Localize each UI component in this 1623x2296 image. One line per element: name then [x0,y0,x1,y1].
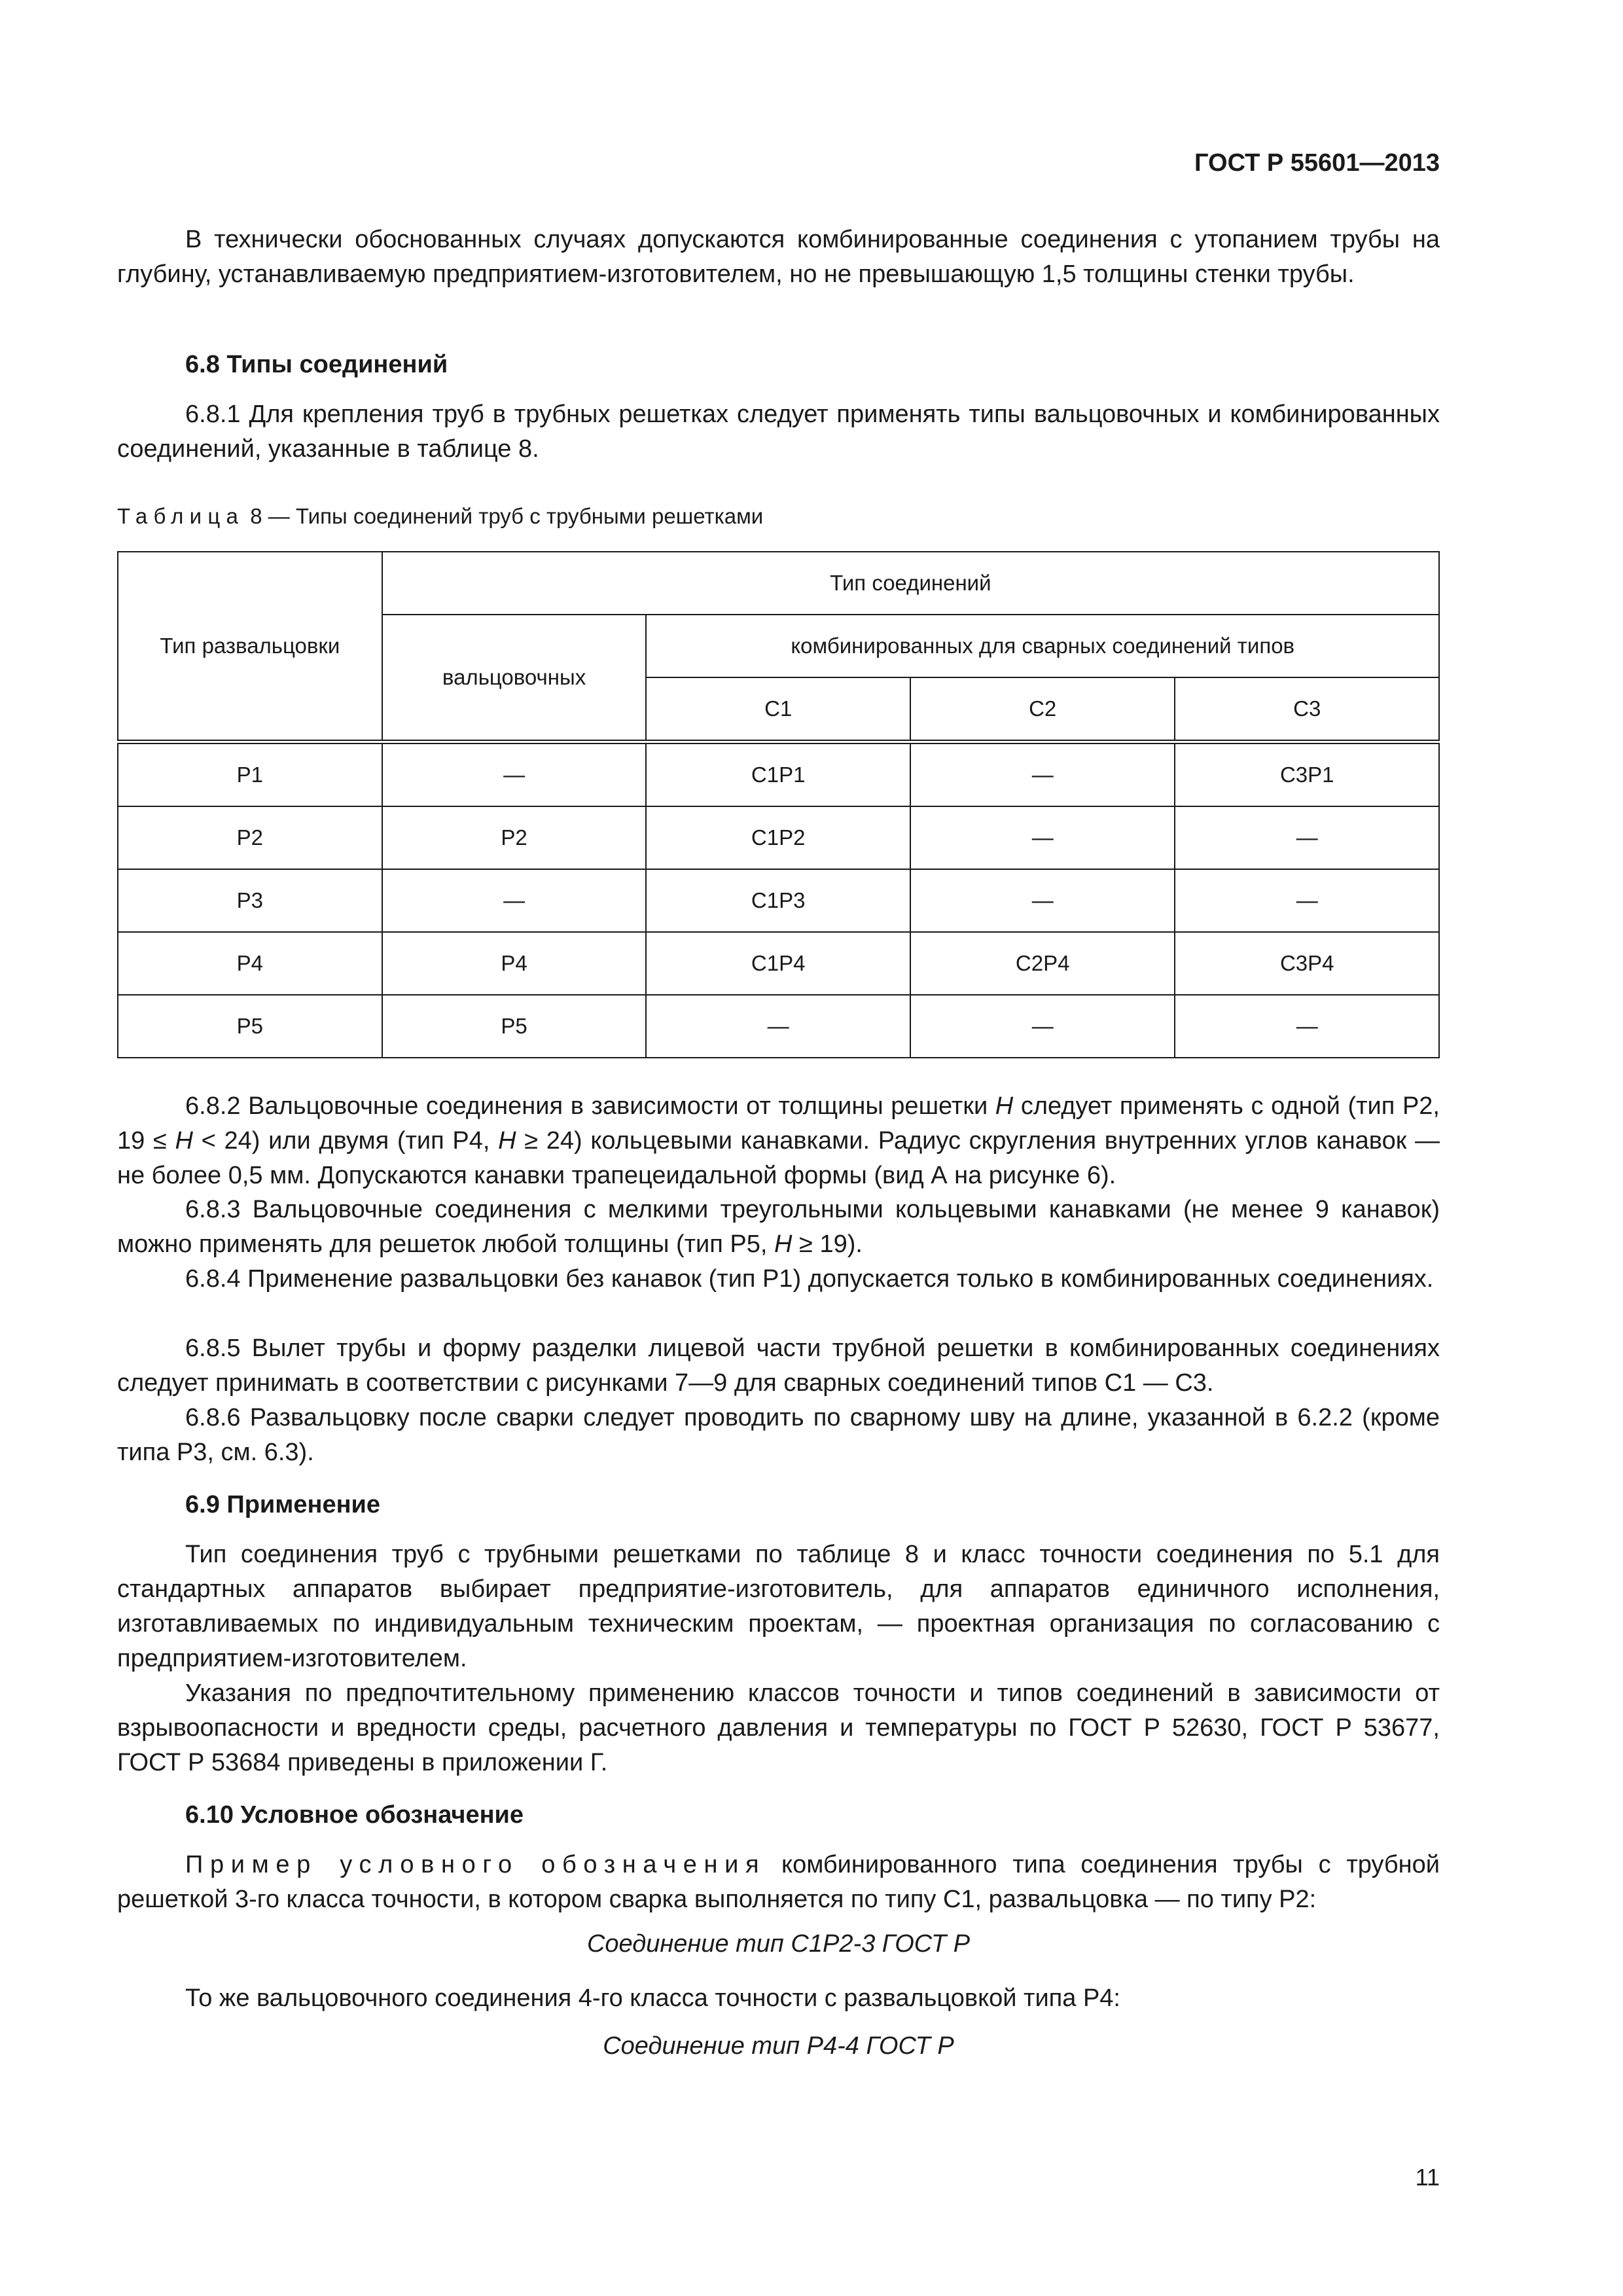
table-cell: — [910,806,1175,869]
table-cell: С3Р4 [1175,932,1439,995]
paragraph-6-8-4: 6.8.4 Применение развальцовки без канавок (тип Р1) допускается только в комбинированных соединениях. [185,1265,1434,1293]
paragraph-6-8-2 [117,1089,1440,1193]
header-c3: С3 [1175,677,1439,742]
table-caption-text: 8 — Типы соединений труб с трубными решетками [244,504,764,528]
table-cell: С1Р1 [646,742,910,807]
table-cell: — [382,742,647,807]
header-flaring-type: Тип развальцовки [118,552,382,742]
table-cell: — [1175,869,1439,932]
table-row [118,995,1439,1058]
table-cell: Р4 [382,932,647,995]
table-cell: — [910,995,1175,1058]
text-span: ≥ 24) кольцевыми канавками. Радиус скругления внутренних углов канавок — не более 0,5 мм. Допускаются канавки трапецеидальной формы (вид А на рисунке 6). [117,1127,1440,1189]
designation-2: Соединение тип Р4-4 ГОСТ Р [603,2032,954,2060]
table-cell: С1Р3 [646,869,910,932]
table-cell: С3Р1 [1175,742,1439,807]
text-span: комбинированного типа соединения трубы с трубной решеткой 3-го класса точности, в котором сварка выполняется по типу С1, развальцовка — по типу Р2: [117,1851,1440,1913]
text-span: ≥ 19). [792,1230,863,1258]
table-cell: — [1175,995,1439,1058]
paragraph-6-10-same: То же вальцовочного соединения 4-го класса точности с развальцовкой типа Р4: [185,1984,1120,2012]
page-number: 11 [1415,2164,1440,2191]
designation-1: Соединение тип С1Р2-3 ГОСТ Р [586,1930,971,1958]
paragraph-6-9-2: Указания по предпочтительному применению классов точности и типов соединений в зависимости от взрывоопасности и вредности среды, расчетного давления и температуры по ГОСТ Р 52630, ГОСТ Р 53677, ГОСТ Р 53684 приведены в приложении Г. [117,1679,1440,1776]
table-row [118,742,1439,807]
paragraph-6-8-6: 6.8.6 Развальцовку после сварки следует проводить по сварному шву на длине, указанной в 6.2.2 (кроме типа Р3, см. 6.3). [117,1404,1440,1466]
section-6-9-heading: 6.9 Применение [185,1491,381,1518]
header-connection-type: Тип соединений [382,552,1439,615]
table-cell: Р3 [118,869,382,932]
section-6-8-heading: 6.8 Типы соединений [185,351,448,378]
table-row [118,806,1439,869]
text-span: следует применять с одной (тип Р2, 19 ≤ [117,1092,1440,1155]
table-caption-label: Таблица [117,504,245,528]
paragraph-6-8-1: 6.8.1 Для крепления труб в трубных решетках следует применять типы вальцовочных и комбинированных соединений, указанные в таблице 8. [117,401,1440,463]
header-rolled: вальцовочных [382,615,647,742]
table-cell: Р2 [118,806,382,869]
header-combined: комбинированных для сварных соединений типов [646,615,1439,677]
table-cell: Р1 [118,742,382,807]
table-cell: Р5 [382,995,647,1058]
paragraph-6-8-3 [117,1193,1440,1262]
table-cell: — [382,869,647,932]
table-cell: Р5 [118,995,382,1058]
paragraph-6-9-1: Тип соединения труб с трубными решетками по таблице 8 и класс точности соединения по 5.1 для стандартных аппаратов выбирает предприятие-изготовитель, для аппаратов единичного исполнения, изготавливаемых по индивидуальным техническим проектам, — проектная организация по согласованию с предприятием-изготовителем. [117,1541,1440,1672]
section-6-10-heading: 6.10 Условное обозначение [185,1801,524,1829]
table-cell: С2Р4 [910,932,1175,995]
header-c1: С1 [646,677,910,742]
example-label: Пример условного обозначения [185,1851,766,1878]
document-header: ГОСТ Р 55601—2013 [1194,149,1440,177]
variable-h: H [175,1127,193,1155]
text-span: < 24) или двумя (тип Р4, [192,1127,499,1155]
table-cell: Р4 [118,932,382,995]
table-cell: — [1175,806,1439,869]
table-cell: С1Р2 [646,806,910,869]
table-cell: — [910,742,1175,807]
text-span: 6.8.2 Вальцовочные соединения в зависимости от толщины решетки [185,1092,995,1120]
paragraph-6-8-5: 6.8.5 Вылет трубы и форму разделки лицевой части трубной решетки в комбинированных соединениях следует принимать в соответствии с рисунками 7—9 для сварных соединений типов С1 — С3. [117,1335,1440,1397]
text-span: 6.8.3 Вальцовочные соединения с мелкими треугольными кольцевыми канавками (не менее 9 канавок) можно применять для решеток любой толщины (тип Р5, [117,1196,1440,1258]
intro-paragraph: В технически обоснованных случаях допускаются комбинированные соединения с утопанием трубы на глубину, устанавливаемую предприятием-изготовителем, но не превышающую 1,5 толщины стенки трубы. [117,226,1440,288]
table-cell: — [646,995,910,1058]
header-c2: С2 [910,677,1175,742]
table-8 [117,551,1440,1058]
paragraph-6-10-example [117,1848,1440,1917]
table-cell: — [910,869,1175,932]
variable-h: H [995,1092,1014,1120]
table-cell: С1Р4 [646,932,910,995]
variable-h: H [774,1230,793,1258]
table-row [118,932,1439,995]
variable-h: H [498,1127,516,1155]
table-cell: Р2 [382,806,647,869]
table-row [118,869,1439,932]
table-8-caption [117,504,763,529]
